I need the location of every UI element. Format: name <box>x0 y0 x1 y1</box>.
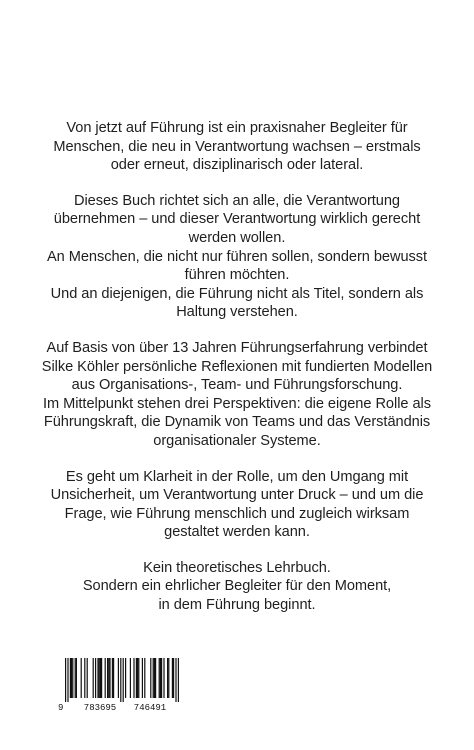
blurb-line: Unsicherheit, um Verantwortung unter Druck – und um die <box>50 487 424 504</box>
barcode-bar <box>65 658 66 702</box>
barcode-bar <box>173 658 174 698</box>
blurb-line: Frage, wie Führung menschlich und zugleich wirksam <box>64 505 410 522</box>
barcode-bar <box>130 658 131 698</box>
blurb-paragraph-5 <box>40 559 434 615</box>
barcode-bar <box>160 658 161 698</box>
barcode-bars <box>65 658 179 702</box>
barcode-bar <box>71 658 72 698</box>
barcode-bar <box>93 658 94 698</box>
barcode-bar <box>172 658 173 698</box>
barcode-bar <box>87 658 88 698</box>
barcode-bar <box>123 658 124 702</box>
barcode-bar <box>136 658 137 698</box>
barcode-bar <box>70 658 71 698</box>
barcode-bar <box>159 658 160 698</box>
barcode-bar <box>99 658 100 698</box>
barcode-bar <box>107 658 108 698</box>
blurb-line: Dieses Buch richtet sich an alle, die Verantwortung <box>74 192 400 209</box>
barcode-bar <box>120 658 121 702</box>
blurb-line: Menschen, die neu in Verantwortung wachsen – erstmals <box>53 138 421 155</box>
blurb-line: Und an diejenigen, die Führung nicht als Titel, sondern als <box>50 285 424 302</box>
barcode-bar <box>153 658 154 698</box>
barcode-bar <box>75 658 76 698</box>
barcode-bar <box>101 658 102 698</box>
blurb-line: in dem Führung beginnt. <box>158 597 316 614</box>
barcode-bar <box>154 658 155 698</box>
blurb-line: organisationaler Systeme. <box>153 432 321 449</box>
blurb-line: Silke Köhler persönliche Reflexionen mit fundierten Modellen <box>41 358 433 375</box>
barcode-bar <box>113 658 114 698</box>
isbn-barcode <box>56 655 188 715</box>
barcode-bar <box>97 658 98 698</box>
barcode-bar <box>150 658 151 698</box>
barcode-bar <box>178 658 179 702</box>
blurb-paragraph-2 <box>40 192 434 322</box>
blurb-line: werden wollen. <box>188 229 286 246</box>
barcode-bar <box>155 658 156 698</box>
blurb-paragraph-3 <box>40 339 434 451</box>
barcode-digits-left: 783695 <box>83 703 117 713</box>
barcode-bar <box>118 658 119 698</box>
barcode-bar <box>95 658 96 698</box>
blurb-line: oder erneut, disziplinarisch oder lateral. <box>110 157 364 174</box>
barcode-bar <box>67 658 68 702</box>
barcode-bar <box>76 658 77 698</box>
back-cover-blurb <box>40 119 434 632</box>
barcode-bar <box>137 658 138 698</box>
barcode-bar <box>108 658 109 698</box>
blurb-line: Kein theoretisches Lehrbuch. <box>143 559 331 576</box>
blurb-line: Von jetzt auf Führung ist ein praxisnaher Begleiter für <box>66 120 408 136</box>
barcode-graphic <box>56 655 188 715</box>
blurb-line: An Menschen, die nicht nur führen sollen, sondern bewusst <box>46 248 428 265</box>
blurb-line: Auf Basis von über 13 Jahren Führungserfahrung verbindet <box>46 339 428 356</box>
barcode-bar <box>163 658 164 698</box>
barcode-bar <box>175 658 176 702</box>
barcode-bar <box>168 658 169 698</box>
barcode-bar <box>100 658 101 698</box>
blurb-line: Führungskraft, die Dynamik von Teams und das Verständnis <box>43 414 431 431</box>
barcode-bar <box>84 658 85 698</box>
barcode-bar <box>112 658 113 698</box>
blurb-paragraph-1 <box>40 119 434 175</box>
barcode-bar <box>142 658 143 698</box>
barcode-bar <box>144 658 145 698</box>
barcode-digit-first: 9 <box>58 703 64 713</box>
blurb-line: Es geht um Klarheit in der Rolle, um den Umgang mit <box>65 468 409 485</box>
blurb-line: übernehmen – und dieser Verantwortung wirklich gerecht <box>53 211 421 228</box>
barcode-bar <box>125 658 126 698</box>
barcode-bar <box>72 658 73 698</box>
blurb-line: Im Mittelpunkt stehen drei Perspektiven: die eigene Rolle als <box>43 395 431 412</box>
blurb-line: Haltung verstehen. <box>176 304 298 321</box>
barcode-bar <box>138 658 139 698</box>
barcode-bar <box>81 658 82 698</box>
blurb-line: Sondern ein ehrlicher Begleiter für den Moment, <box>82 578 392 595</box>
blurb-line: gestaltet werden kann. <box>164 524 310 541</box>
barcode-bar <box>133 658 134 698</box>
barcode-bar <box>167 658 168 698</box>
blurb-line: aus Organisations-, Team- und Führungsforschung. <box>71 377 403 394</box>
blurb-line: führen möchten. <box>184 267 290 284</box>
barcode-bar <box>109 658 110 698</box>
barcode-bar <box>161 658 162 698</box>
barcode-bar <box>105 658 106 698</box>
blurb-paragraph-4 <box>40 468 434 542</box>
barcode-digits-right: 746491 <box>133 703 167 713</box>
